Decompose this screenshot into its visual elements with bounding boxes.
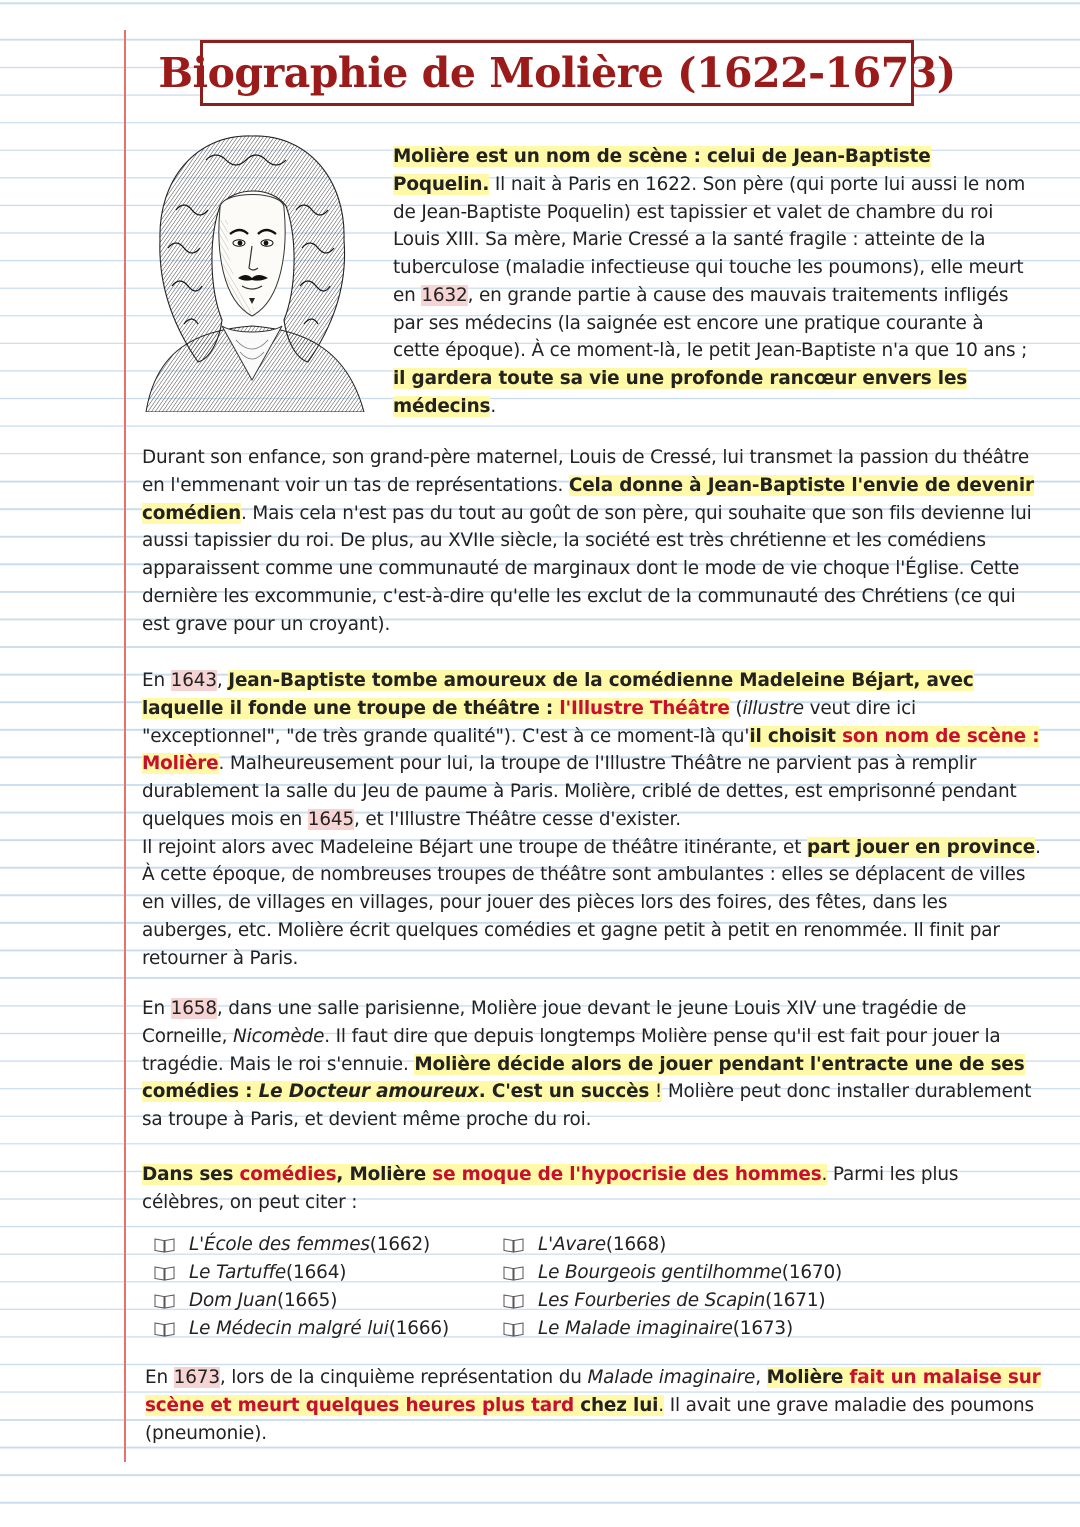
work-title: L'Avare (538, 1234, 606, 1255)
works-list-right (503, 1231, 842, 1343)
work-year: (1665) (276, 1290, 338, 1311)
highlight-docteur-amoureux: Le Docteur amoureux (258, 1081, 479, 1103)
work-year: (1662) (369, 1234, 431, 1255)
work-year: (1668) (605, 1234, 667, 1255)
date-1658: 1658 (170, 998, 217, 1019)
work-title: Les Fourberies de Scapin (538, 1290, 766, 1311)
text-segment: Malade imaginaire (587, 1367, 756, 1388)
moliere-portrait-icon (136, 130, 368, 412)
text-segment: veut dire ici "exceptionnel", "de très grande qualité"). C'est à ce moment-là qu' (142, 697, 917, 747)
open-book-icon (154, 1237, 175, 1253)
date-1645: 1645 (307, 808, 354, 830)
highlight-moliere: Molière (766, 1367, 844, 1388)
text-segment: Il nait à Paris en 1622. Son père (qui porte lui aussi le nom de Jean-Baptiste Poquelin) est tapissier et valet de chambre du roi Louis XIII. Sa mère, Marie Cressé a la santé fragile : atteinte de la tuberculose (maladie infectieuse qui touche les poumons), elle meurt en (393, 173, 1026, 306)
highlight-rancour: il gardera toute sa vie une profonde rancœur envers les médecins (393, 368, 968, 417)
text-segment: . Malheureusement pour lui, la troupe de l'Illustre Théâtre ne parvient pas à remplir durablement la salle du Jeu de paume à Paris. Molière, criblé de dettes, est emprisonné pendant quelques mois en (142, 753, 1017, 830)
open-book-icon (503, 1265, 524, 1281)
text-segment: , dans une salle parisienne, Molière joue devant le jeune Louis XIV une tragédie de Corneille, (142, 998, 967, 1047)
text-segment: . (821, 1164, 828, 1185)
text-segment: , (216, 670, 229, 691)
text-segment: ! (649, 1081, 663, 1103)
paragraph-comedies (142, 1161, 1042, 1217)
list-item (503, 1231, 842, 1259)
list-item (154, 1231, 449, 1259)
open-book-icon (503, 1237, 524, 1253)
highlight-choisit: il choisit (749, 725, 836, 747)
highlight-entracte: Molière décide alors de jouer pendant l'entracte une de ses comédies : (142, 1053, 1025, 1103)
date-1643: 1643 (170, 670, 217, 691)
text-segment: En (142, 670, 171, 691)
text-segment: illustre (742, 697, 804, 719)
highlight-province: part jouer en province (806, 836, 1036, 858)
text-segment: En (145, 1367, 174, 1388)
highlight-hypocrisie: se moque de l'hypocrisie des hommes (432, 1164, 822, 1185)
text-segment: ( (729, 697, 743, 719)
work-year: (1670) (781, 1262, 843, 1283)
open-book-icon (154, 1293, 175, 1309)
list-item (503, 1287, 842, 1315)
work-year: (1664) (286, 1262, 347, 1283)
highlight-stage-name: Molière est un nom de scène : celui de Jean-Baptiste Poquelin. (393, 146, 931, 195)
highlight-illustre-theatre: l'Illustre Théâtre (559, 697, 730, 719)
highlight-comedian: Cela donne à Jean-Baptiste l'envie de devenir comédien (142, 474, 1034, 524)
paragraph-childhood (142, 444, 1042, 638)
works-list-left (154, 1231, 449, 1343)
paragraph-illustre-theatre (142, 667, 1042, 972)
highlight-comedies: comédies (239, 1164, 337, 1185)
work-title: Dom Juan (189, 1290, 277, 1311)
highlight-succes: . C'est un succès (478, 1081, 650, 1103)
notebook-margin-line (124, 30, 126, 1462)
work-year: (1666) (388, 1318, 449, 1339)
text-segment: Il rejoint alors avec Madeleine Béjart une troupe de théâtre itinérante, et (142, 836, 807, 858)
highlight-malaise: fait un malaise sur scène et meurt quelques heures plus tard (145, 1367, 1041, 1416)
open-book-icon (154, 1321, 175, 1337)
paragraph-death (145, 1364, 1045, 1447)
text-segment: , (755, 1367, 767, 1388)
page-title: Biographie de Molière (1622-1673) (158, 49, 956, 97)
text-segment: . Il faut dire que depuis longtemps Molière pense qu'il est fait pour jouer la tragédie. Mais le roi s'ennuie. (142, 1025, 1001, 1075)
text-segment: Parmi les plus célèbres, on peut citer : (142, 1164, 959, 1213)
highlight-chez-lui: chez lui (573, 1394, 659, 1416)
text-segment: . (490, 395, 497, 417)
text-segment: Nicomède (233, 1025, 325, 1047)
text-segment: . Mais cela n'est pas du tout au goût de son père, qui souhaite que son fils devienne lui aussi tapissier du roi. De plus, au XVIIe siècle, la société est très chrétienne et les comédiens apparaissent comme une communauté de marginaux dont le mode de vie choque l'Église. Cette dernière les excommunie, c'est-à-dire qu'elle les exclut de la communauté des Chrétiens (ce qui est grave pour un croyant). (142, 502, 1032, 635)
paragraph-birth (393, 143, 1033, 421)
work-title: Le Bourgeois gentilhomme (538, 1262, 782, 1283)
open-book-icon (154, 1265, 175, 1281)
text-segment: , en grande partie à cause des mauvais traitements infligés par ses médecins (la saignée est encore une pratique courante à cette époque). À ce moment-là, le petit Jean-Baptiste n'a que 10 ans ; (393, 284, 1028, 362)
text-segment: , lors de la cinquième représentation du (219, 1367, 588, 1388)
open-book-icon (503, 1293, 524, 1309)
text-segment: En (142, 998, 171, 1019)
title-frame (158, 40, 956, 106)
work-title: Le Tartuffe (189, 1262, 287, 1283)
text-segment: . À cette époque, de nombreuses troupes de théâtre sont ambulantes : elles se déplacent de villes en villes, de villages en villages, pour jouer des pièces lors des foires, des fêtes, dans les auberges, etc. Molière écrit quelques comédies et gagne petit à petit en renommée. Il finit par retourner à Paris. (142, 836, 1041, 969)
text-segment: Durant son enfance, son grand-père maternel, Louis de Cressé, lui transmet la passion du théâtre en l'emmenant voir un tas de représentations. (142, 447, 1030, 496)
text-segment: . (658, 1394, 664, 1416)
date-1632: 1632 (421, 284, 468, 306)
work-year: (1673) (732, 1318, 794, 1339)
work-year: (1671) (765, 1290, 826, 1311)
paragraph-louis-xiv (142, 995, 1042, 1134)
highlight-nom-de-scene: son nom de scène : Molière (142, 725, 1040, 775)
text-segment: , Molière (336, 1164, 433, 1185)
list-item (503, 1259, 842, 1287)
text-segment: Molière peut donc installer durablement sa troupe à Paris, et devient même proche du roi. (142, 1081, 1032, 1130)
work-title: Le Malade imaginaire (538, 1318, 733, 1339)
work-title: Le Médecin malgré lui (189, 1318, 389, 1339)
list-item (154, 1259, 449, 1287)
text-segment: Dans ses (142, 1164, 240, 1185)
list-item (154, 1315, 449, 1343)
list-item (503, 1315, 842, 1343)
text-segment: , et l'Illustre Théâtre cesse d'exister. (354, 808, 681, 830)
list-item (154, 1287, 449, 1315)
date-1673: 1673 (173, 1367, 220, 1388)
text-segment: Il avait une grave maladie des poumons (pneumonie). (145, 1394, 1034, 1444)
work-title: L'École des femmes (189, 1234, 370, 1255)
highlight-troupe: Jean-Baptiste tombe amoureux de la comédienne Madeleine Béjart, avec laquelle il fonde une troupe de théâtre : (142, 670, 974, 719)
open-book-icon (503, 1321, 524, 1337)
